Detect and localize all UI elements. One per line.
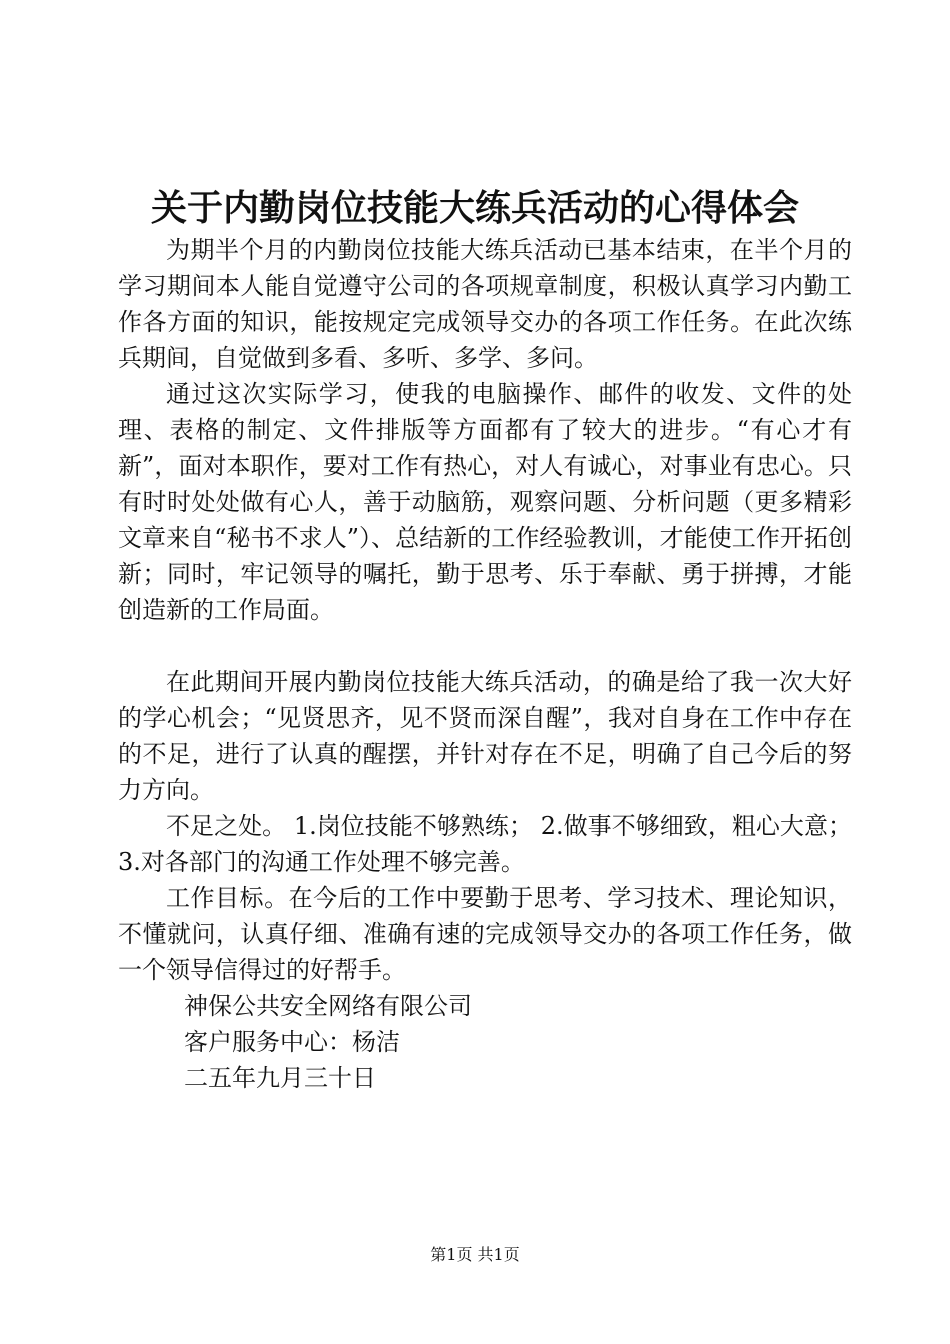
paragraph-intro: 为期半个月的内勤岗位技能大练兵活动已基本结束，在半个月的学习期间本人能自觉遵守公司的各项规章制度，积极认真学习内勤工作各方面的知识，能按规定完成领导交办的各项工作任务。在此次练兵期间，自觉做到多看、多听、多学、多问。: [118, 236, 852, 372]
document-body: [118, 232, 852, 1096]
paragraph-goals: 工作目标。在今后的工作中要勤于思考、学习技术、理论知识，不懂就问，认真仔细、准确有速的完成领导交办的各项工作任务，做一个领导信得过的好帮手。: [118, 884, 852, 984]
signature-department: 客户服务中心：杨洁: [184, 1028, 400, 1056]
paragraph-progress: 通过这次实际学习，使我的电脑操作、邮件的收发、文件的处理、表格的制定、文件排版等方面都有了较大的进步。“有心才有新”，面对本职作，要对工作有热心，对人有诚心，对事业有忠心。只有时时处处做有心人，善于动脑筋，观察问题、分析问题（更多精彩文章来自“秘书不求人”）、总结新的工作经验教训，才能使工作开拓创新；同时，牢记领导的嘱托，勤于思考、乐于奉献、勇于拼搏，才能创造新的工作局面。: [118, 380, 852, 624]
signature-date: 二五年九月三十日: [184, 1064, 376, 1092]
document-title: 关于内勤岗位技能大练兵活动的心得体会: [150, 187, 799, 229]
signature-company: 神保公共安全网络有限公司: [184, 992, 472, 1020]
paragraph-reflection: 在此期间开展内勤岗位技能大练兵活动，的确是给了我一次大好的学心机会；“见贤思齐，见不贤而深自醒”，我对自身在工作中存在的不足，进行了认真的醒摆，并针对存在不足，明确了自己今后的努力方向。: [118, 668, 852, 804]
page-footer: 第1页 共1页: [430, 1245, 520, 1264]
paragraph-shortcomings: 不足之处。 1.岗位技能不够熟练； 2.做事不够细致，粗心大意； 3.对各部门的沟通工作处理不够完善。: [118, 812, 852, 876]
